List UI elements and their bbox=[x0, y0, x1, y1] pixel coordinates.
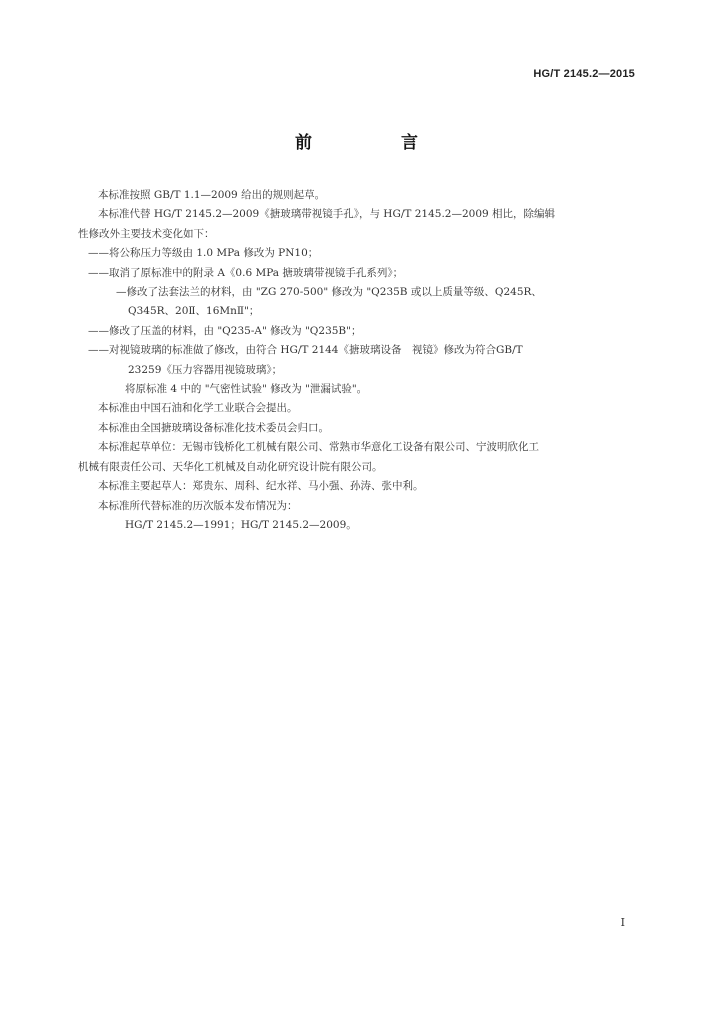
paragraph-proposer: 本标准由中国石油和化学工业联合会提出。 bbox=[98, 402, 298, 415]
change-item: ——修改了压盖的材料，由 "Q235-A" 修改为 "Q235B"； bbox=[88, 324, 362, 337]
page-number: I bbox=[620, 916, 625, 929]
paragraph-history-list: HG/T 2145.2—1991；HG/T 2145.2—2009。 bbox=[125, 518, 357, 531]
paragraph-line: 性修改外主要技术变化如下： bbox=[78, 227, 215, 240]
change-item: 将原标准 4 中的 "气密性试验" 修改为 "泄漏试验"。 bbox=[125, 383, 368, 396]
paragraph-line: 本标准代替 HG/T 2145.2—2009《搪玻璃带视镜手孔》，与 HG/T 2145.2—2009 相比，除编辑 bbox=[98, 208, 556, 221]
standard-code: HG/T 2145.2—2015 bbox=[533, 68, 635, 80]
change-item bbox=[78, 341, 638, 380]
change-item-line: Q345R、20Ⅱ、16MnⅡ"； bbox=[128, 305, 260, 318]
paragraph-drafting-rules: 本标准按照 GB/T 1.1—2009 给出的规则起草。 bbox=[98, 189, 326, 201]
change-item: ——将公称压力等级由 1.0 MPa 修改为 PN10； bbox=[88, 247, 319, 260]
paragraph-line: 机械有限责任公司、天华化工机械及自动化研究设计院有限公司。 bbox=[78, 460, 383, 473]
change-item-line: —修改了法套法兰的材料，由 "ZG 270-500" 修改为 "Q235B 或以上质量等级、Q245R、 bbox=[116, 286, 542, 299]
paragraph-history-intro: 本标准所代替标准的历次版本发布情况为： bbox=[98, 499, 298, 512]
paragraph-jurisdiction: 本标准由全国搪玻璃设备标准化技术委员会归口。 bbox=[98, 421, 329, 434]
change-item-line: 23259《压力容器用视镜玻璃》； bbox=[128, 363, 283, 376]
paragraph-drafters: 本标准主要起草人：郑贵东、周科、纪水祥、马小强、孙涛、张中利。 bbox=[98, 480, 424, 493]
change-item bbox=[78, 283, 638, 322]
change-item: ——取消了原标准中的附录 A《0.6 MPa 搪玻璃带视镜手孔系列》； bbox=[88, 266, 404, 279]
change-item-line: ——对视镜玻璃的标准做了修改，由符合 HG/T 2144《搪玻璃设备 视镜》修改为符合GB/T bbox=[88, 344, 523, 357]
paragraph-line: 本标准起草单位：无锡市钱桥化工机械有限公司、常熟市华意化工设备有限公司、宁波明欣化工 bbox=[98, 441, 539, 454]
page-title: 前 言 bbox=[295, 133, 454, 153]
foreword-body bbox=[78, 186, 638, 535]
paragraph-drafting-units bbox=[78, 438, 638, 477]
paragraph-replacement bbox=[78, 205, 638, 244]
